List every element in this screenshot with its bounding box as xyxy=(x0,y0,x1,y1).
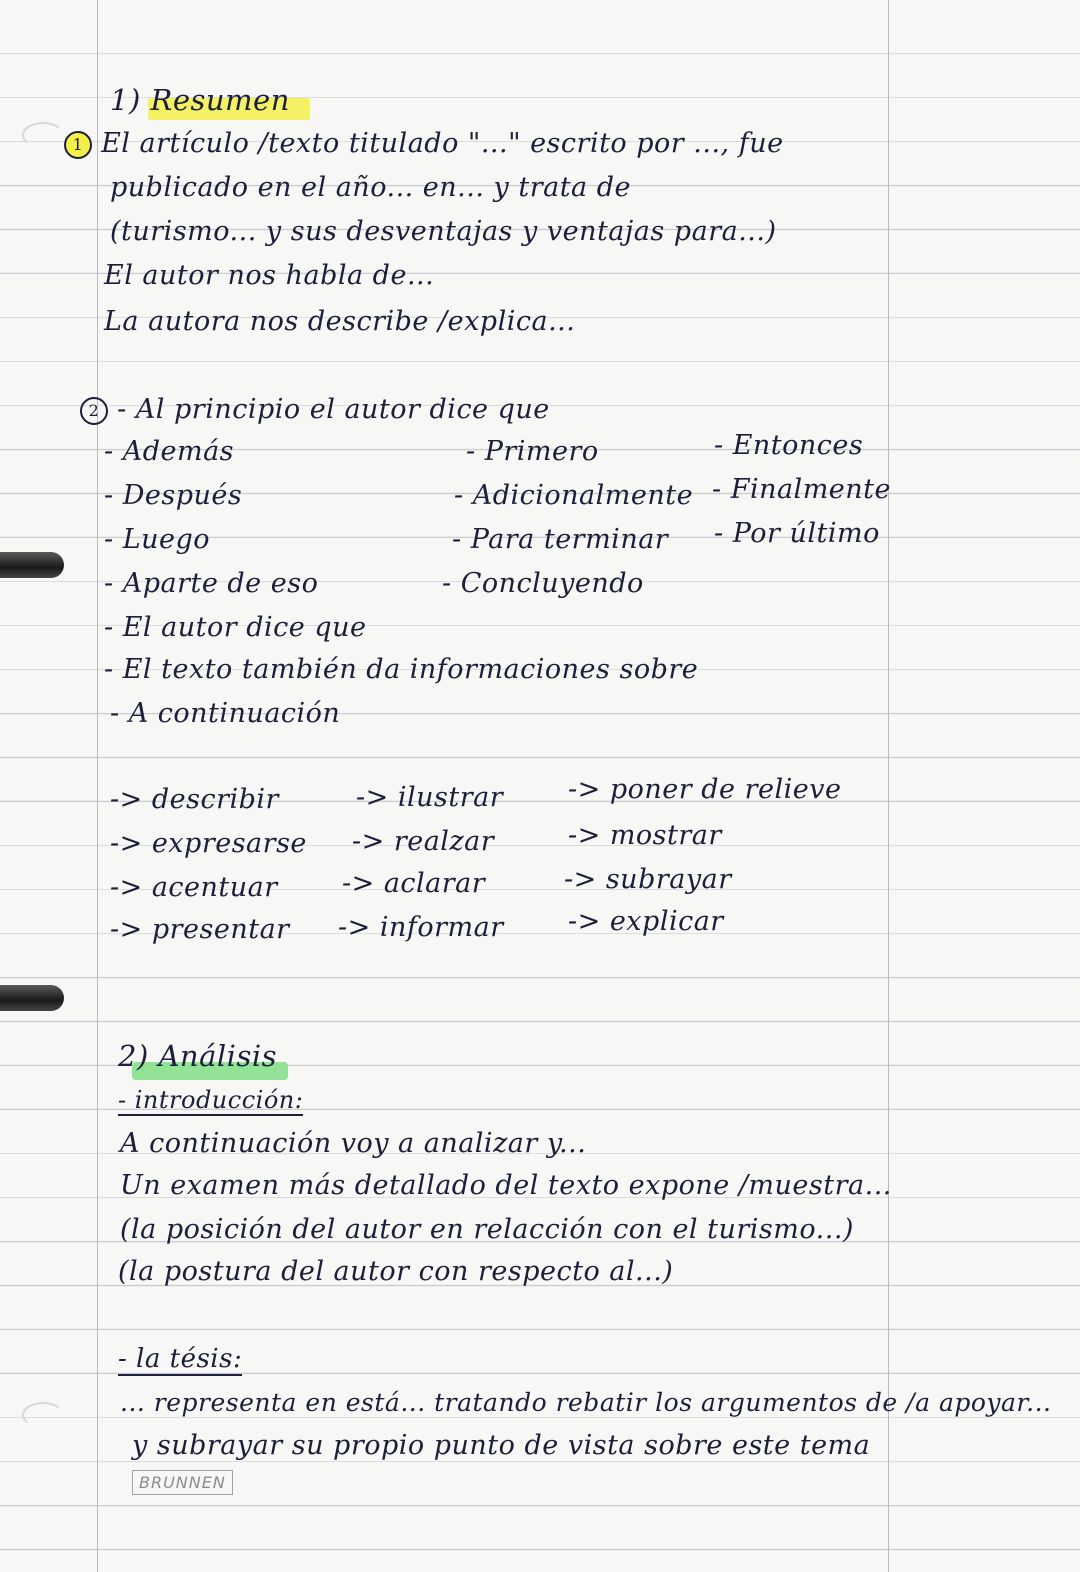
verb-item: -> acentuar xyxy=(110,872,278,903)
summary-line: (turismo... y sus desventajas y ventajas para...) xyxy=(110,216,777,247)
connectors-intro-text: - Al principio el autor dice que xyxy=(117,394,550,425)
analysis-line: (la posición del autor en relacción con el turismo...) xyxy=(120,1214,854,1245)
bullet-marker: 2 xyxy=(80,397,108,425)
binder-ring xyxy=(0,985,64,1011)
binder-ring xyxy=(0,552,64,578)
verb-item: -> aclarar xyxy=(342,868,486,899)
right-margin-line xyxy=(888,0,889,1572)
connector-item: - Por último xyxy=(714,518,880,549)
verb-item: -> poner de relieve xyxy=(568,774,842,805)
section-heading-resumen: 1) Resumen xyxy=(110,83,290,117)
connector-item: - Adicionalmente xyxy=(454,480,694,511)
connector-item: - El autor dice que xyxy=(104,612,367,643)
analysis-line: (la postura del autor con respecto al...) xyxy=(118,1256,674,1287)
connector-item: - El texto también da informaciones sobre xyxy=(104,654,699,685)
thesis-line: ... representa en está... tratando rebatir los argumentos de /a apoyar... xyxy=(120,1388,1052,1417)
summary-line: La autora nos describe /explica... xyxy=(104,306,576,337)
summary-line: publicado en el año... en... y trata de xyxy=(110,172,631,203)
connector-item: - Luego xyxy=(104,524,211,555)
verb-item: -> explicar xyxy=(568,906,724,937)
analysis-line: Un examen más detallado del texto expone /muestra... xyxy=(120,1170,892,1201)
connector-item: - Entonces xyxy=(714,430,864,461)
left-margin-line xyxy=(97,0,98,1572)
connector-item: - Para terminar xyxy=(452,524,669,555)
thesis-line: y subrayar su propio punto de vista sobre este tema xyxy=(132,1430,871,1461)
connector-item: - Concluyendo xyxy=(442,568,644,599)
verb-item: -> subrayar xyxy=(564,864,732,895)
summary-line xyxy=(64,130,784,159)
thesis-label: - la tésis: xyxy=(118,1344,243,1374)
intro-label: - introducción: xyxy=(118,1086,304,1114)
connector-item: - Además xyxy=(104,436,235,467)
verb-item: -> ilustrar xyxy=(356,782,504,813)
section-heading-analisis: 2) Análisis xyxy=(118,1039,277,1073)
connector-item: - Primero xyxy=(466,436,599,467)
punch-hole xyxy=(22,1402,64,1428)
verb-item: -> presentar xyxy=(110,914,290,945)
analysis-line: A continuación voy a analizar y... xyxy=(120,1128,587,1159)
punch-hole xyxy=(22,122,64,148)
verb-item: -> realzar xyxy=(352,826,495,857)
verb-item: -> expresarse xyxy=(110,828,307,859)
connector-item: - A continuación xyxy=(110,698,341,729)
connector-item: - Finalmente xyxy=(712,474,891,505)
verb-item: -> mostrar xyxy=(568,820,722,851)
verb-item: -> describir xyxy=(110,784,279,815)
summary-line: El autor nos habla de... xyxy=(104,260,435,291)
connector-item: - Aparte de eso xyxy=(104,568,319,599)
brand-logo: BRUNNEN xyxy=(132,1470,233,1495)
bullet-marker: 1 xyxy=(64,131,92,159)
connectors-intro xyxy=(80,396,550,425)
connector-item: - Después xyxy=(104,480,243,511)
summary-line-text: El artículo /texto titulado "..." escrito por ..., fue xyxy=(101,128,784,159)
verb-item: -> informar xyxy=(338,912,504,943)
